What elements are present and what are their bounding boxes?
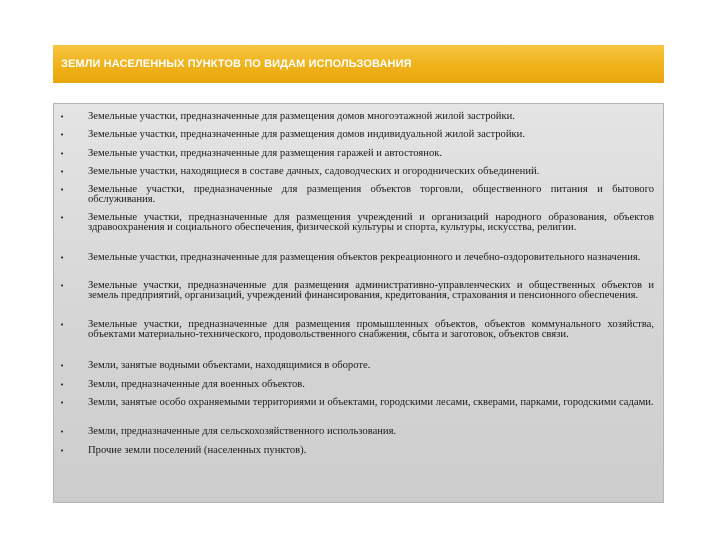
bullet-icon: • bbox=[60, 113, 65, 121]
bullet-icon: • bbox=[60, 428, 65, 436]
bullet-icon: • bbox=[60, 321, 65, 329]
bullet-icon: • bbox=[60, 447, 65, 455]
content-box bbox=[53, 103, 664, 503]
list-item: Земельные участки, предназначенные для размещения промышленных объектов, объектов коммунального хозяйства, объектами материально-технического, продовольственного снабжения, сбыта и заготовок, объектов связи. bbox=[88, 319, 654, 340]
list-item: Земельные участки, предназначенные для размещения домов многоэтажной жилой застройки. bbox=[88, 111, 515, 122]
list-item: Земельные участки, находящиеся в составе дачных, садоводческих и огороднических объединений. bbox=[88, 166, 540, 177]
list-item: Земли, предназначенные для сельскохозяйственного использования. bbox=[88, 426, 397, 437]
list-item: Земельные участки, предназначенные для размещения административно-управленческих и общественных объектов и земель предприятий, организаций, учреждений финансирования, кредитования, страхования и пенсионного обеспечения. bbox=[88, 280, 654, 301]
bullet-icon: • bbox=[60, 186, 65, 194]
list-item: Земли, занятые водными объектами, находящимися в обороте. bbox=[88, 360, 371, 371]
bullet-icon: • bbox=[60, 150, 65, 158]
bullet-icon: • bbox=[60, 282, 65, 290]
list-item: Земельные участки, предназначенные для размещения гаражей и автостоянок. bbox=[88, 148, 443, 159]
list-item: Земельные участки, предназначенные для размещения учреждений и организаций народного образования, объектов здравоохранения и социального обеспечения, физической культуры и спорта, культуры, искусства, религии. bbox=[88, 212, 654, 233]
slide-title-bar bbox=[53, 45, 664, 83]
list-item: Земли, занятые особо охраняемыми территориями и объектами, городскими лесами, скверами, парками, городскими садами. bbox=[88, 397, 654, 408]
bullet-icon: • bbox=[60, 399, 65, 407]
list-item: Земельные участки, предназначенные для размещения домов индивидуальной жилой застройки. bbox=[88, 129, 525, 140]
bullet-icon: • bbox=[60, 362, 65, 370]
bullet-icon: • bbox=[60, 131, 65, 139]
list-item: Земли, предназначенные для военных объектов. bbox=[88, 379, 305, 390]
bullet-icon: • bbox=[60, 214, 65, 222]
bullet-icon: • bbox=[60, 168, 65, 176]
bullet-icon: • bbox=[60, 254, 65, 262]
list-item: Земельные участки, предназначенные для размещения объектов рекреационного и лечебно-оздоровительного назначения. bbox=[88, 252, 641, 263]
list-item: Земельные участки, предназначенные для размещения объектов торговли, общественного питания и бытового обслуживания. bbox=[88, 184, 654, 205]
bullet-icon: • bbox=[60, 381, 65, 389]
list-item: Прочие земли поселений (населенных пунктов). bbox=[88, 445, 307, 456]
slide-title: ЗЕМЛИ НАСЕЛЕННЫХ ПУНКТОВ ПО ВИДАМ ИСПОЛЬЗОВАНИЯ bbox=[61, 58, 412, 70]
